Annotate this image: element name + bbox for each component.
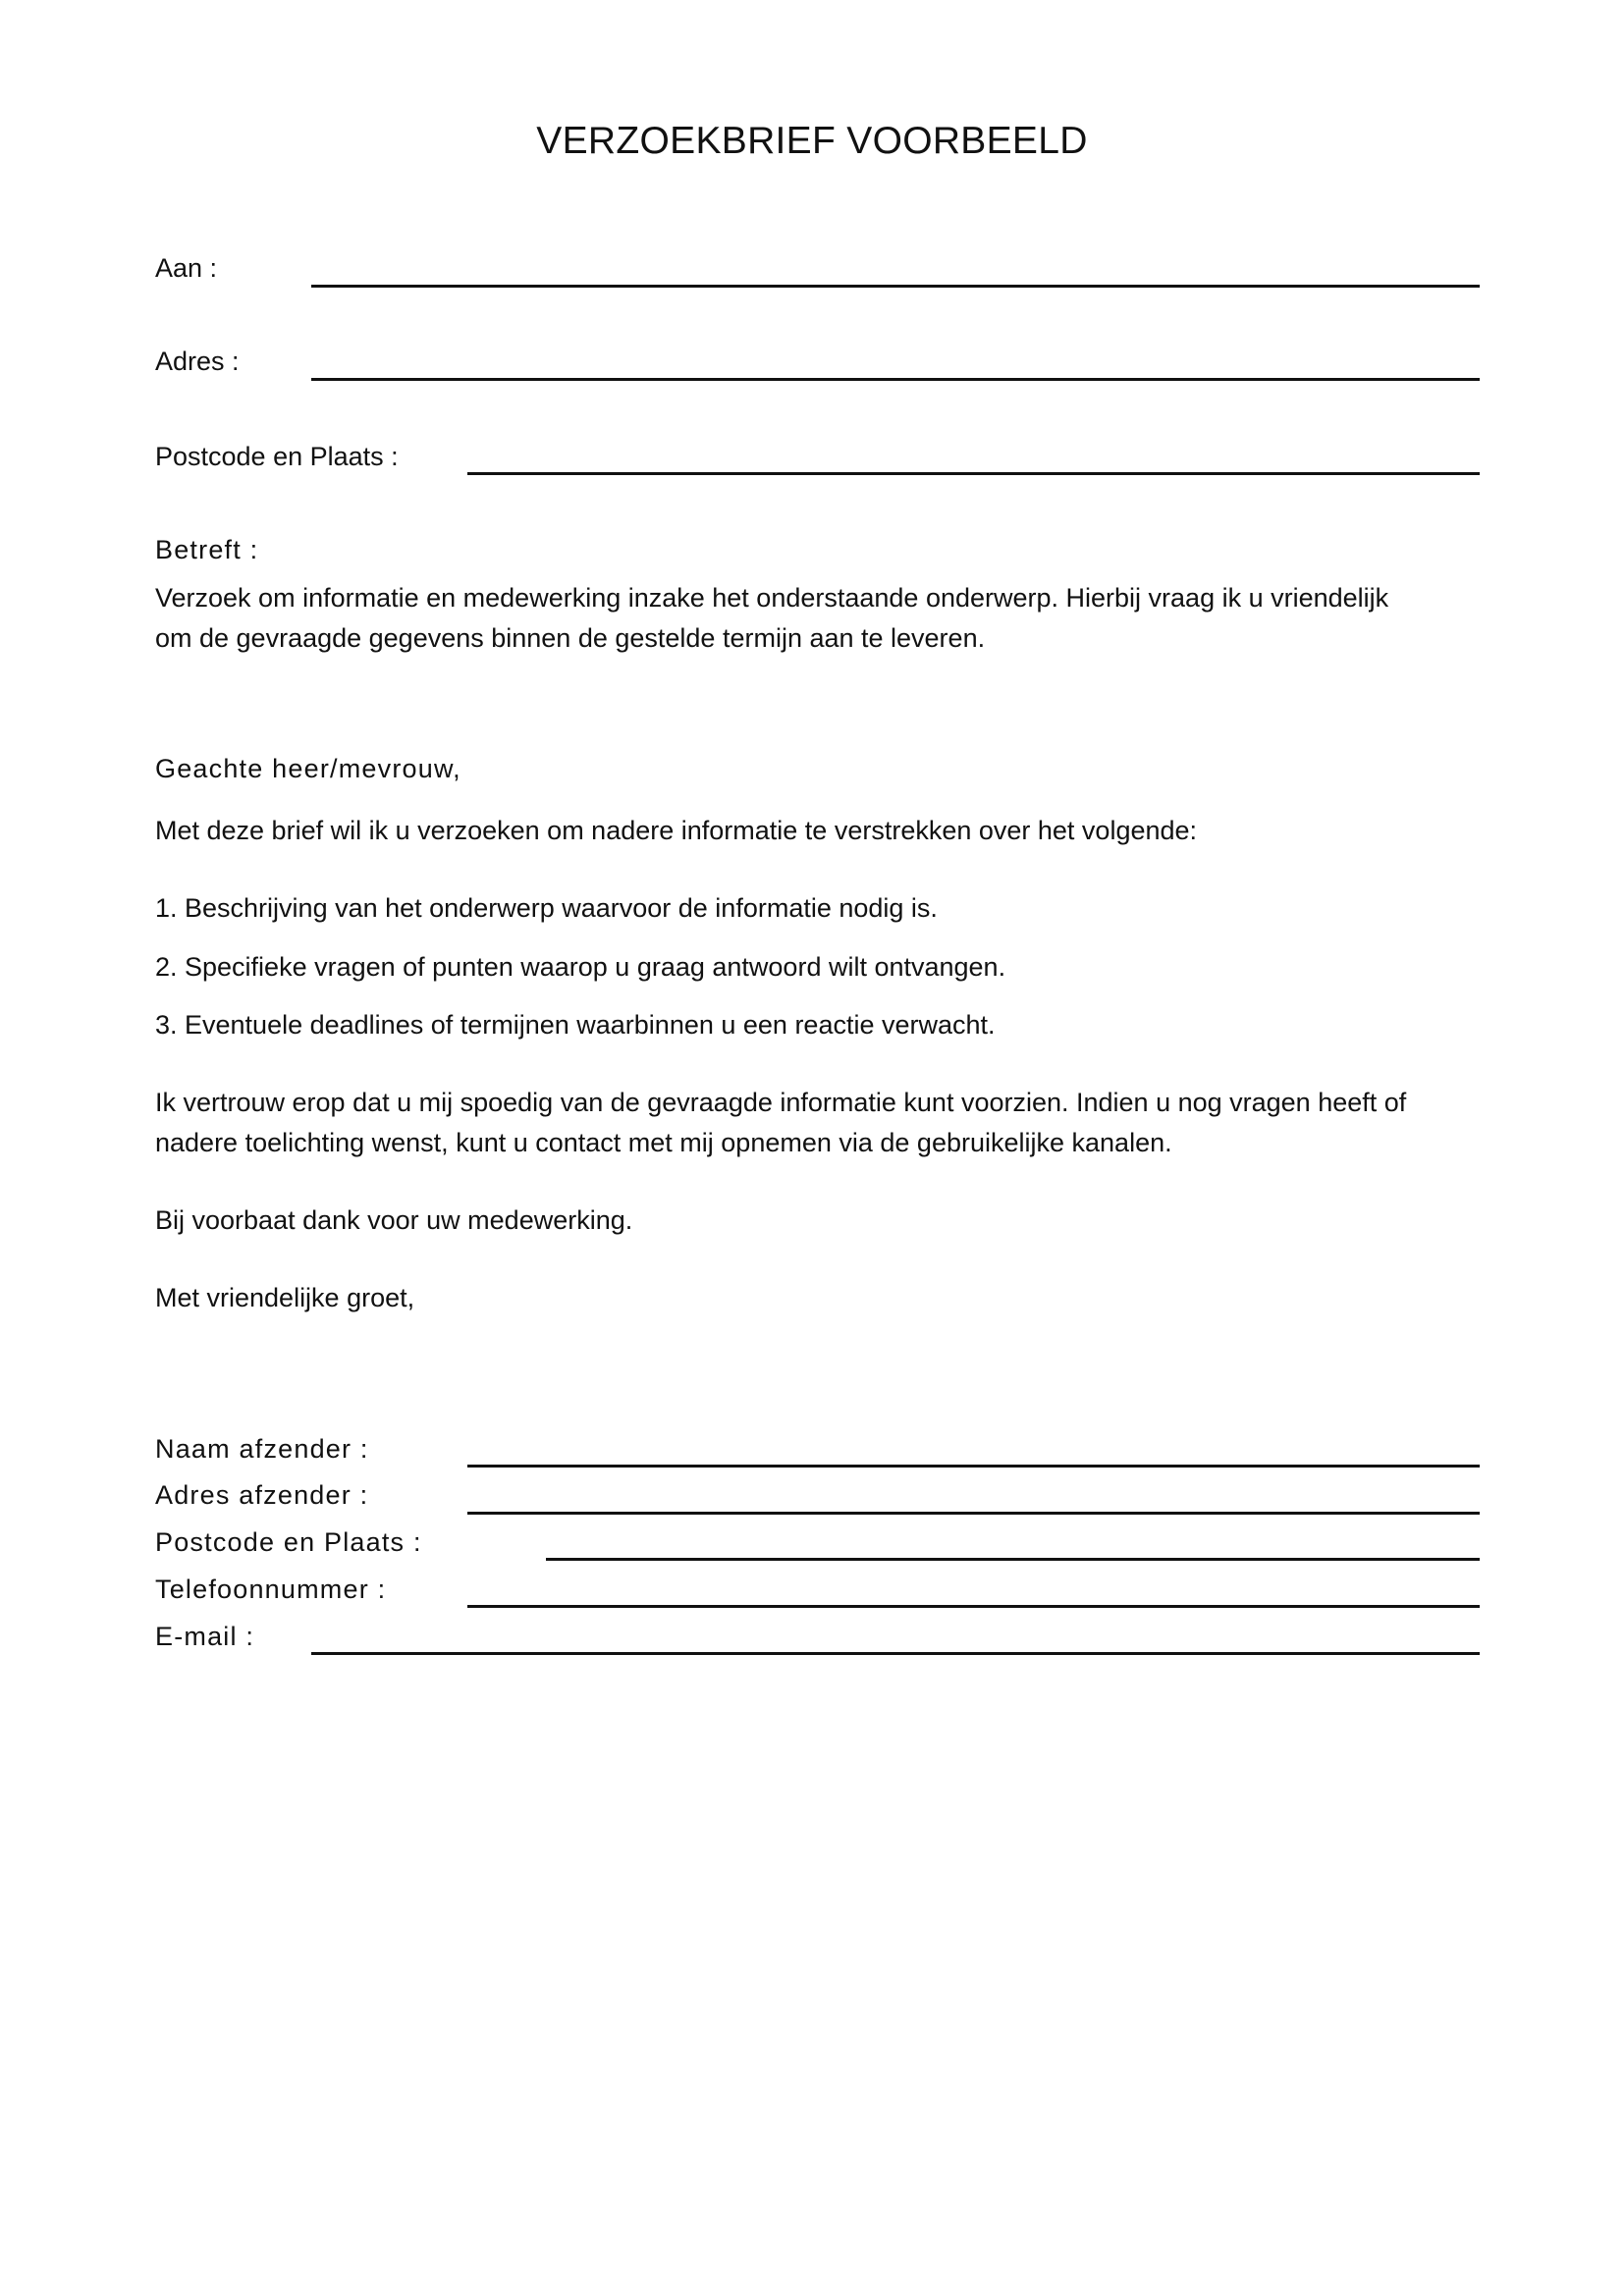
document-title: VERZOEKBRIEF VOORBEELD [536, 120, 1088, 162]
thanks-paragraph: Bij voorbaat dank voor uw medewerking. [155, 1205, 633, 1235]
sender-address-field-line[interactable] [467, 1512, 1480, 1515]
sender-email-label: E-mail : [155, 1622, 255, 1651]
sender-phone-field-line[interactable] [467, 1605, 1480, 1608]
closing: Met vriendelijke groet, [155, 1283, 415, 1312]
sender-email-field-line[interactable] [311, 1652, 1480, 1655]
body-paragraph-line-2: nadere toelichting wenst, kunt u contact met mij opnemen via de gebruikelijke kanalen. [155, 1128, 1172, 1157]
subject-text-line-1: Verzoek om informatie en medewerking inzake het onderstaande onderwerp. Hierbij vraag ik u vriendelijk [155, 583, 1389, 613]
sender-name-field-line[interactable] [467, 1465, 1480, 1468]
to-field-line[interactable] [311, 285, 1480, 288]
body-paragraph-line-1: Ik vertrouw erop dat u mij spoedig van de gevraagde informatie kunt voorzien. Indien u nog vragen heeft of [155, 1088, 1407, 1117]
list-item: 1. Beschrijving van het onderwerp waarvoor de informatie nodig is. [155, 893, 938, 923]
postcode-label: Postcode en Plaats : [155, 442, 399, 471]
postcode-field-line[interactable] [467, 472, 1480, 475]
sender-postcode-field-line[interactable] [546, 1558, 1480, 1561]
list-item: 3. Eventuele deadlines of termijnen waarbinnen u een reactie verwacht. [155, 1010, 996, 1040]
list-item: 2. Specifieke vragen of punten waarop u graag antwoord wilt ontvangen. [155, 952, 1006, 982]
sender-name-label: Naam afzender : [155, 1434, 369, 1464]
address-label: Adres : [155, 347, 240, 376]
subject-text-line-2: om de gevraagde gegevens binnen de gestelde termijn aan te leveren. [155, 623, 986, 653]
salutation: Geachte heer/mevrouw, [155, 754, 461, 783]
intro-paragraph: Met deze brief wil ik u verzoeken om nadere informatie te verstrekken over het volgende: [155, 816, 1198, 845]
subject-label: Betreft : [155, 535, 259, 564]
sender-address-label: Adres afzender : [155, 1480, 369, 1510]
sender-phone-label: Telefoonnummer : [155, 1575, 387, 1604]
to-label: Aan : [155, 253, 218, 283]
sender-postcode-label: Postcode en Plaats : [155, 1527, 422, 1557]
address-field-line[interactable] [311, 378, 1480, 381]
